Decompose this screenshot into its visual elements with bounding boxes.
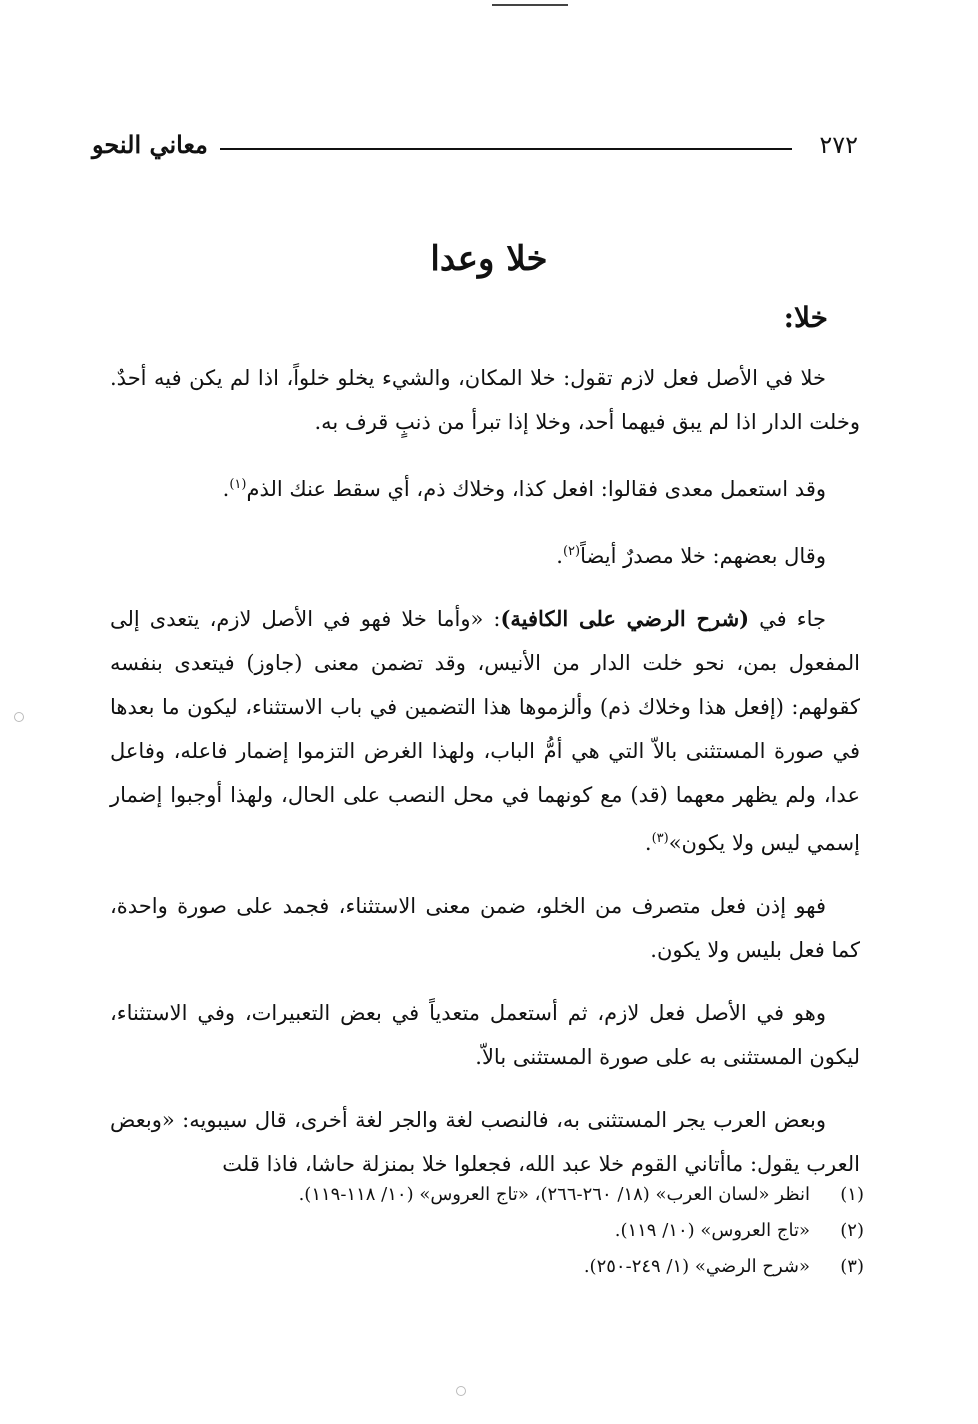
source-title: (شرح الرضي على الكافية) — [500, 606, 750, 631]
paragraph: وهو في الأصل فعل لازم، ثم أستعمل متعدياً في بعض التعبيرات، وفي الاستثناء، ليكون المستثنى به على صورة المستثنى بالاّ. — [110, 1001, 860, 1069]
footnote — [224, 1252, 864, 1282]
footnotes — [224, 1180, 864, 1288]
footnote-ref: (٢) — [562, 544, 581, 559]
period: . — [644, 831, 652, 855]
footnote-number: (٣) — [840, 1256, 864, 1277]
period: . — [222, 477, 230, 501]
body-text — [110, 356, 860, 1186]
paragraph: فهو إذن فعل متصرف من الخلو، ضمن معنى الاستثناء، فجمد على صورة واحدة، كما فعل بليس ولا يكون. — [110, 894, 860, 962]
footnote-text: انظر «لسان العرب» (١٨/ ٢٦٠-٢٦٦)، «تاج العروس» (١٠/ ١١٨-١١٩). — [298, 1184, 810, 1205]
page-header — [92, 130, 858, 170]
footnote — [224, 1216, 864, 1246]
page-number: ٢٧٢ — [819, 131, 858, 159]
top-edge-mark — [492, 4, 568, 6]
footnote — [224, 1180, 864, 1210]
scan-speck — [14, 712, 24, 722]
footnote-ref: (١) — [229, 477, 247, 492]
section-title: خلا وعدا — [430, 239, 548, 279]
paragraph: وبعض العرب يجر المستثنى به، فالنصب لغة والجر لغة أخرى، قال سيبويه: «وبعض العرب يقول: ماأتاني القوم خلا عبد الله، فجعلوا خلا بمنزلة حاشا، فاذا قلت — [110, 1108, 860, 1176]
running-title: معاني النحو — [92, 130, 208, 159]
paragraph — [110, 463, 860, 511]
quotation: : «وأما خلا فهو في الأصل لازم، يتعدى إلى المفعول بمن، نحو خلت الدار من الأنيس، وقد تضمن معنى (جاوز) فيتعدى بنفسه كقولهم: (إفعل هذا وخلاك ذم) وألزموها هذا التضمين في باب الاستثناء، ليكون ما بعدها في صورة المستثنى بالاّ التي هي أمُّ الباب، ولهذا الغرض التزموا إضمار فاعله، وفاعل عدا، ولم يظهر معهما (قد) مع كونهما في محل النصب على الحال، ولهذا أوجبوا إضمار إسمي ليس ولا يكون» — [110, 607, 860, 855]
subsection-title: خلا: — [783, 301, 828, 334]
footnote-ref: (٣) — [651, 831, 669, 846]
period: . — [556, 544, 563, 568]
footnote-text: «شرح الرضي» (١/ ٢٤٩-٢٥٠). — [583, 1256, 810, 1277]
paragraph: خلا في الأصل فعل لازم تقول: خلا المكان، والشيء يخلو خلواً، اذا لم يكن فيه أحدٌ. وخلت الدار اذا لم يبق فيهما أحد، وخلا إذا تبرأ من ذنبٍ قرف به. — [110, 366, 860, 434]
footnote-number: (٢) — [840, 1220, 864, 1241]
scan-speck — [456, 1386, 466, 1396]
paragraph-text: وقد استعمل معدى فقالوا: افعل كذا، وخلاك ذم، أي سقط عنك الذم — [246, 477, 826, 501]
footnote-text: «تاج العروس» (١٠/ ١١٩). — [614, 1220, 810, 1241]
paragraph-text: جاء في — [749, 607, 827, 631]
paragraph-text: وقال بعضهم: خلا مصدرٌ أيضاً — [580, 544, 826, 568]
footnote-number: (١) — [840, 1184, 864, 1205]
paragraph — [110, 530, 860, 578]
paragraph — [110, 597, 860, 865]
header-rule — [220, 148, 792, 150]
